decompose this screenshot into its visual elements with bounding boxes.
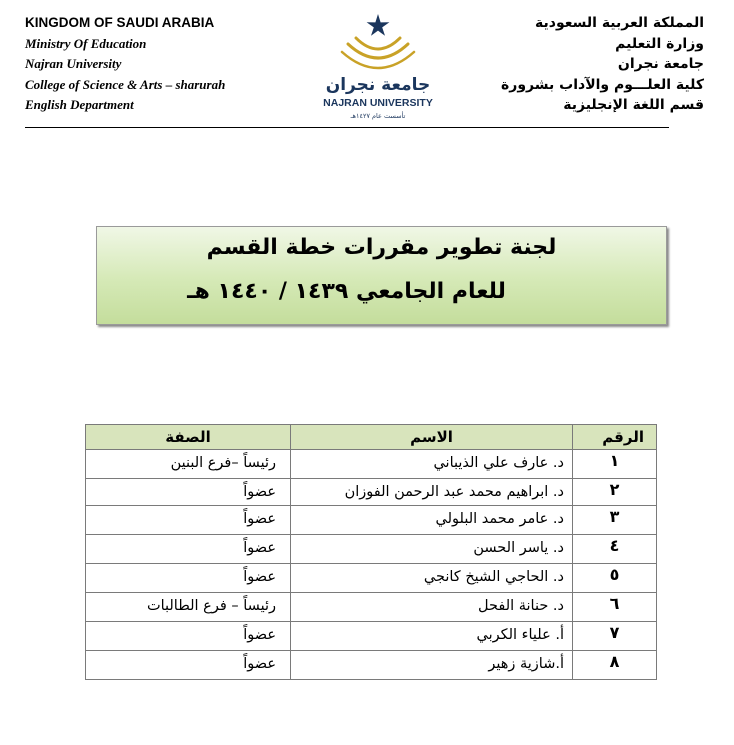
row-role: عضواً	[86, 479, 291, 506]
committee-members-table	[85, 424, 657, 680]
header-english	[25, 13, 295, 116]
row-role: عضواً	[86, 535, 291, 564]
header-role: الصفة	[86, 425, 291, 450]
header-ar-university: جامعة نجران	[617, 56, 704, 72]
header-ar-ministry: وزارة التعليم	[615, 35, 704, 52]
university-logo-icon	[318, 8, 438, 126]
logo-arcs-icon	[342, 38, 414, 68]
header-divider	[25, 127, 669, 128]
logo-arabic-text: جامعة نجران	[325, 75, 431, 95]
header-ar-college: كلية العلـــوم والآداب بشرورة	[501, 76, 704, 93]
row-number: ١	[573, 450, 657, 479]
row-name: د. الحاجي الشيخ كانجي	[291, 564, 573, 593]
row-number: ٦	[573, 593, 657, 622]
table-row	[86, 450, 657, 479]
table-row	[86, 506, 657, 535]
row-name: أ. علياء الكربي	[291, 622, 573, 651]
header-en-college: College of Science & Arts – sharurah	[25, 76, 226, 92]
table-row	[86, 564, 657, 593]
academic-year: للعام الجامعي ١٤٣٩ / ١٤٤٠ هـ	[187, 279, 506, 304]
najran-university-logo	[318, 8, 438, 126]
row-number: ٢	[573, 479, 657, 506]
table-row	[86, 479, 657, 506]
committee-title-box	[96, 226, 667, 325]
row-number: ٧	[573, 622, 657, 651]
row-name: د. عامر محمد البلولي	[291, 506, 573, 535]
header-ar-kingdom: المملكة العربية السعودية	[535, 15, 704, 31]
table-row	[86, 535, 657, 564]
header-arabic	[434, 13, 704, 116]
header-en-ministry: Ministry Of Education	[25, 35, 147, 51]
table-header-row	[86, 425, 657, 450]
header-name: الاسم	[291, 425, 573, 450]
header-number: الرقم	[573, 425, 657, 450]
row-name: د. ابراهيم محمد عبد الرحمن الفوزان	[291, 479, 573, 506]
header-en-department: English Department	[25, 97, 134, 112]
row-role: عضواً	[86, 506, 291, 535]
logo-motto-text: تأسست عام ١٤٢٧هـ	[350, 112, 406, 120]
row-name: أ.شازية زهير	[291, 651, 573, 680]
header-en-university: Najran University	[25, 56, 122, 71]
row-number: ٣	[573, 506, 657, 535]
row-role: رئيساً – فرع الطالبات	[86, 593, 291, 622]
row-number: ٤	[573, 535, 657, 564]
row-role: عضواً	[86, 622, 291, 651]
table-row	[86, 651, 657, 680]
logo-star-icon	[367, 14, 390, 36]
header-ar-department: قسم اللغة الإنجليزية	[563, 97, 704, 113]
row-number: ٨	[573, 651, 657, 680]
table-row	[86, 622, 657, 651]
row-name: د. عارف علي الذيباني	[291, 450, 573, 479]
row-role: رئيساً –فرع البنين	[86, 450, 291, 479]
row-number: ٥	[573, 564, 657, 593]
table-row	[86, 593, 657, 622]
logo-english-text: NAJRAN UNIVERSITY	[323, 97, 433, 109]
header-en-kingdom: KINGDOM OF SAUDI ARABIA	[25, 15, 215, 30]
row-role: عضواً	[86, 564, 291, 593]
row-name: د. حنانة الفحل	[291, 593, 573, 622]
row-role: عضواً	[86, 651, 291, 680]
committee-title: لجنة تطوير مقررات خطة القسم	[206, 235, 557, 260]
row-name: د. ياسر الحسن	[291, 535, 573, 564]
